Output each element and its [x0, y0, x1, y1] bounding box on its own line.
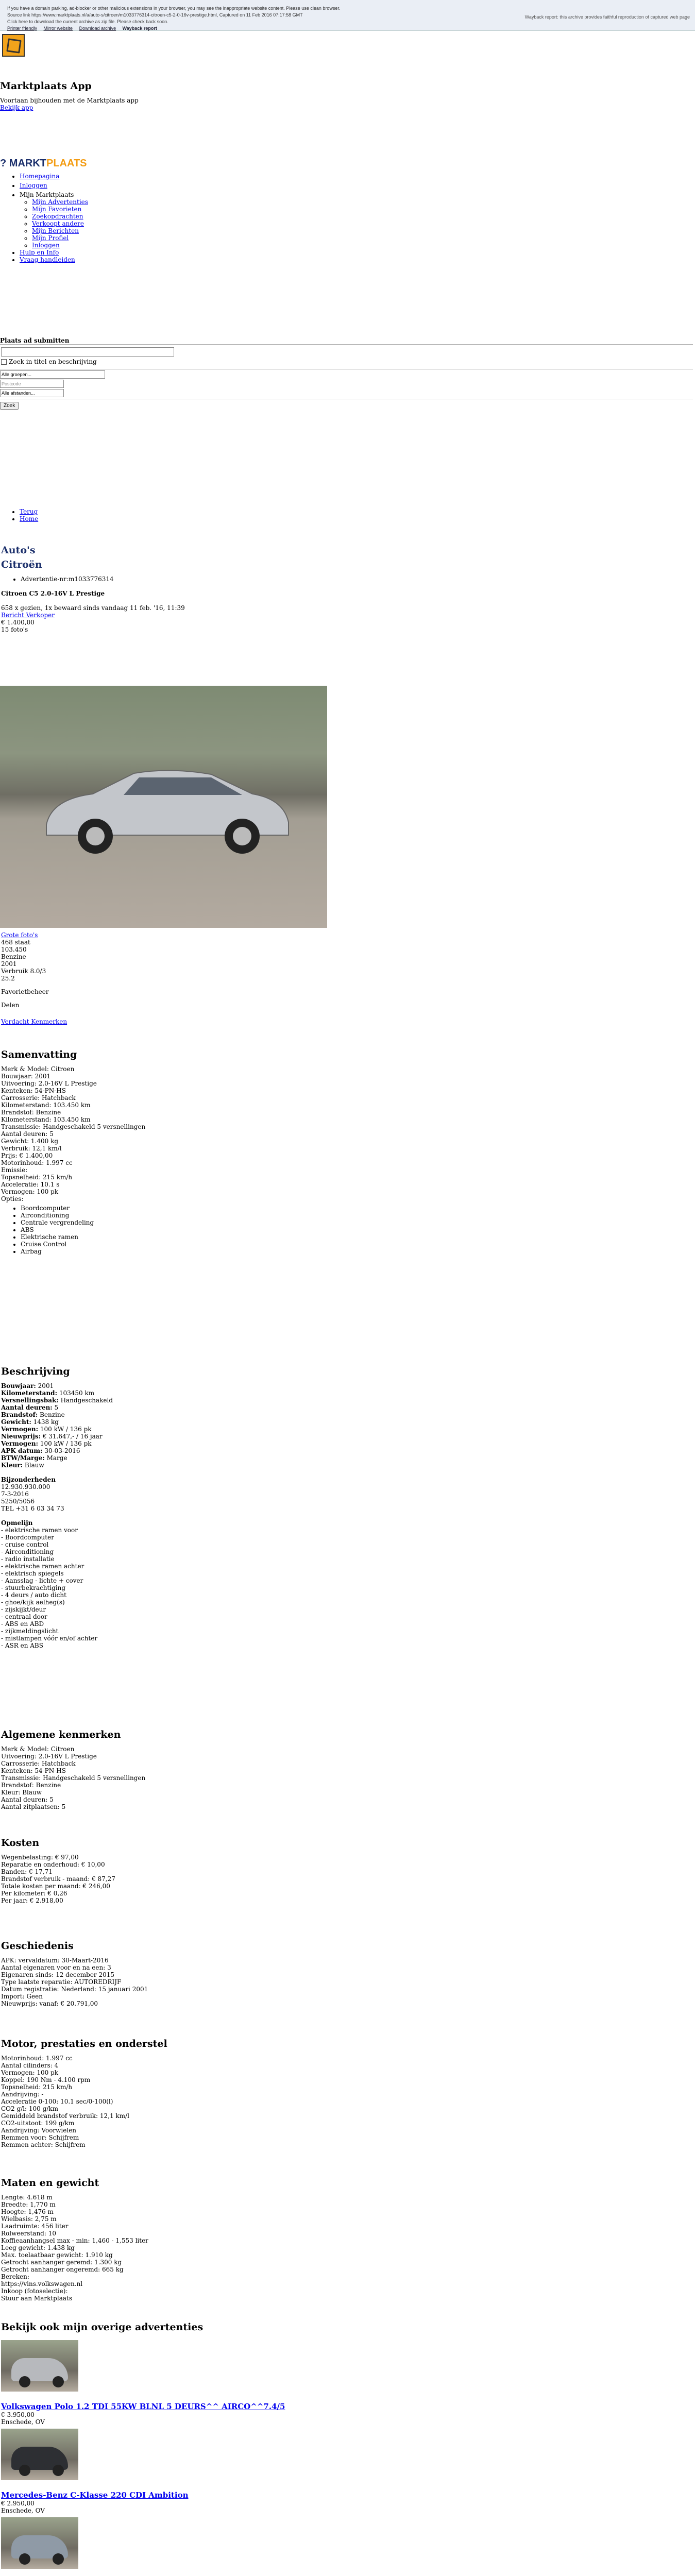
spec-line: Koffieaanhangsel max - min: 1,460 - 1,553 liter [1, 2237, 148, 2244]
engine-title: Motor, prestaties en onderstel [1, 2038, 167, 2049]
spec-line: Wielbasis: 2,75 m [1, 2215, 57, 2223]
spec-line: Bereken: [1, 2273, 29, 2280]
spec-year: 2001 [1, 960, 17, 968]
summary-line: Topsnelheid: 215 km/h [1, 1174, 73, 1181]
spec-consumption: Verbruik 8.0/3 [1, 968, 46, 975]
description-value: 1438 kg [31, 1418, 59, 1426]
spec-line: Hoogte: 1,476 m [1, 2208, 54, 2215]
spec-line: Remmen achter: Schijfrem [1, 2141, 86, 2148]
ad-title: Citroen C5 2.0-16V L Prestige [1, 590, 105, 597]
spec-line: Aandrijving: - [1, 2091, 44, 2098]
mirror-website-link[interactable]: Mirror website [43, 26, 73, 31]
spec-line: Wegenbelasting: € 97,00 [1, 1854, 79, 1861]
description-line [1, 1462, 113, 1469]
bij-line: 5250/5056 [1, 1498, 35, 1505]
archive-warning: If you have a domain parking, ad-blocker or other malicious extensions in your browser, you may see the inappropriate website content. Please use clean browser. [7, 6, 341, 11]
nav-mijn-profiel[interactable]: Mijn Profiel [32, 234, 69, 242]
summary-line: Transmissie: Handgeschakeld 5 versnellingen [1, 1123, 146, 1130]
costs-lines [1, 1854, 115, 1904]
nav-vraag-handleiden[interactable]: Vraag handleiden [20, 256, 75, 263]
postcode-input[interactable]: Postcode [0, 380, 64, 388]
spec-line: https://vins.volkswagen.nl [1, 2280, 83, 2287]
option-item: • Centrale vergrendeling [21, 1219, 145, 1226]
spec-line: Brandstof: Benzine [1, 1782, 61, 1789]
spec-line: Aantal deuren: 5 [1, 1796, 54, 1803]
description-option: - elektrisch spiegels [1, 1570, 64, 1577]
spec-line: Inkoop (fotoselectie): [1, 2287, 68, 2295]
favorite-manage[interactable]: Favorietbeheer [1, 988, 49, 995]
option-item: • Airbag [21, 1248, 145, 1255]
spec-line: Banden: € 17,71 [1, 1868, 53, 1875]
spec-line: Laadruimte: 456 liter [1, 2223, 69, 2230]
spec-line: Kleur: Blauw [1, 1789, 42, 1796]
archive-source: Source link https://www.marktplaats.nl/a/auto-s/citroen/m1033776314-citroen-c5-2-0-16v-prestige.html, Captured on 11 Feb 2016 07:17:58 GMT [7, 12, 303, 18]
nav-mijn-favorieten[interactable]: Mijn Favorieten [32, 206, 82, 213]
nav-mijn-advertenties[interactable]: Mijn Advertenties [32, 198, 88, 206]
description-option: - centraal door [1, 1613, 47, 1620]
spec-line: Aandrijving: Voorwielen [1, 2127, 77, 2134]
spec-line: Type laatste reparatie: AUTOREDRIJF [1, 1978, 122, 1986]
spec-line: Max. toelaatbaar gewicht: 1.910 kg [1, 2251, 113, 2259]
summary-line: Emissie: [1, 1166, 28, 1174]
spec-line: Motorinhoud: 1.997 cc [1, 2055, 73, 2062]
description-line [1, 1411, 113, 1418]
category-select[interactable]: Alle groepen... [0, 370, 105, 379]
car-illustration [36, 763, 294, 856]
description-option: - elektrische ramen achter [1, 1563, 84, 1570]
nav-login[interactable]: Inloggen [20, 182, 47, 189]
description-key: APK datum: [1, 1447, 43, 1454]
description-key: Vermogen: [1, 1440, 39, 1447]
option-item: • Boordcomputer [21, 1205, 145, 1212]
category-citroen[interactable]: Citroën [1, 559, 42, 570]
description-option: - zijskijkt/deur [1, 1606, 46, 1613]
wayback-report-link[interactable]: Wayback report [122, 26, 157, 31]
spec-line: Merk & Model: Citroen [1, 1745, 75, 1753]
summary-line: Kilometerstand: 103.450 km [1, 1101, 91, 1109]
printer-friendly-link[interactable]: Printer friendly [7, 26, 38, 31]
spec-line: Getrocht aanhanger ongeremd: 665 kg [1, 2266, 124, 2273]
description-key: Kilometerstand: [1, 1389, 58, 1397]
summary-line: Opties: [1, 1195, 24, 1202]
description-line [1, 1440, 113, 1447]
search-input[interactable] [1, 347, 174, 357]
option-item: • Airconditioning [21, 1212, 145, 1219]
spec-line: Datum registratie: Nederland: 15 januari 2001 [1, 1986, 148, 1993]
description-line [1, 1454, 113, 1462]
other-ad-place: Enschede, OV [1, 2507, 45, 2514]
summary-line: Verbruik: 12,1 km/l [1, 1145, 62, 1152]
description-option: - ASR en ABS [1, 1642, 43, 1649]
distance-select[interactable]: Alle afstanden... [0, 389, 64, 397]
spec-line: Topsnelheid: 215 km/h [1, 2083, 73, 2091]
spec-line: APK: vervaldatum: 30-Maart-2016 [1, 1957, 109, 1964]
spec-line: Totale kosten per maand: € 246,00 [1, 1883, 110, 1890]
other-ad-photo[interactable] [1, 2429, 78, 2480]
spec-line: Per kilometer: € 0,26 [1, 1890, 67, 1897]
spec-line: CO2-uitstoot: 199 g/km [1, 2120, 75, 2127]
search-button[interactable]: Zoek [0, 402, 19, 410]
download-archive-link[interactable]: Download archive [79, 26, 116, 31]
breadcrumb-home[interactable]: Home [20, 515, 39, 522]
nav-home[interactable]: Homepagina [20, 173, 60, 180]
description-option: - 4 deurs / auto dicht [1, 1591, 66, 1599]
description-value: 30-03-2016 [42, 1447, 80, 1454]
description-option: - ABS en ABD [1, 1620, 44, 1628]
description-option: - Aansslag - lichte + cover [1, 1577, 83, 1584]
description-option: - cruise control [1, 1541, 49, 1548]
general-section [1, 1729, 145, 1810]
nav-zoekopdrachten[interactable]: Zoekopdrachten [32, 213, 83, 220]
history-title: Geschiedenis [1, 1940, 74, 1952]
ad-reference: • Advertentie-nr:m1033776314 [21, 575, 185, 583]
nav-mijn-berichten[interactable]: Mijn Berichten [32, 227, 79, 234]
spec-line: Vermogen: 100 pk [1, 2069, 59, 2076]
other-ad-photo[interactable] [1, 2517, 78, 2569]
costs-section [1, 1837, 115, 1904]
breadcrumb-back[interactable]: Terug [20, 508, 38, 515]
main-car-photo[interactable] [0, 686, 327, 928]
spec-line: Per jaar: € 2.918,00 [1, 1897, 63, 1904]
contact-seller-link[interactable]: Bericht Verkoper [1, 612, 55, 619]
description-options [1, 1527, 113, 1649]
spec-line: Kenteken: 54-PN-HS [1, 1767, 66, 1774]
other-ad-price: € 2.950,00 [1, 2500, 35, 2507]
spec-line: Aantal eigenaren voor en na een: 3 [1, 1964, 111, 1971]
spec-line: Aantal zitplaatsen: 5 [1, 1803, 66, 1810]
other-ad-photo[interactable] [1, 2340, 78, 2392]
description-option: - stuurbekrachtiging [1, 1584, 66, 1591]
summary-line: Kilometerstand: 103.450 km [1, 1116, 91, 1123]
bijzonderheden-title: Bijzonderheden [1, 1476, 56, 1483]
large-photos-link[interactable]: Grote foto's [1, 931, 38, 939]
wayback-report-text: Wayback report: this archive provides faithful reproduction of captured web page [524, 14, 690, 20]
app-logo-icon [2, 34, 25, 57]
summary-line: Kenteken: 54-PN-HS [1, 1087, 66, 1094]
search-label: Plaats ad submitten [0, 337, 70, 344]
dimensions-title: Maten en gewicht [1, 2177, 99, 2189]
other-ad-title[interactable]: Volkswagen Polo 1.2 TDI 55KW BLNL 5 DEURS^^ AIRCO^^7.4/5 [1, 2402, 285, 2411]
description-line [1, 1404, 113, 1411]
bij-line: 12.930.930.000 [1, 1483, 50, 1490]
engine-section [1, 2038, 167, 2148]
description-line [1, 1397, 113, 1404]
spec-km: 103.450 [1, 946, 27, 953]
description-key: Brandstof: [1, 1411, 38, 1418]
spec-line: Acceleratie 0-100: 10.1 sec/0-100(l) [1, 2098, 113, 2105]
description-value: 5 [52, 1404, 59, 1411]
other-ad-price: € 3.950,00 [1, 2411, 35, 2418]
other-ads-section [1, 2321, 285, 2576]
spec-line: CO2 g/l: 100 g/km [1, 2105, 58, 2112]
description-value: Handgeschakeld [58, 1397, 113, 1404]
summary-line: Gewicht: 1.400 kg [1, 1138, 59, 1145]
description-value: 2001 [36, 1382, 54, 1389]
photo-count: 15 foto's [1, 626, 28, 633]
send-to-marktplaats[interactable]: Stuur aan Marktplaats [1, 2295, 72, 2302]
summary-line: Bouwjaar: 2001 [1, 1073, 51, 1080]
summary-line: Vermogen: 100 pk [1, 1188, 59, 1195]
description-key: Vermogen: [1, 1426, 39, 1433]
option-item: • Elektrische ramen [21, 1233, 145, 1241]
description-line [1, 1418, 113, 1426]
summary-line: Motorinhoud: 1.997 cc [1, 1159, 73, 1166]
search-form [0, 337, 693, 410]
description-option: - radio installatie [1, 1555, 55, 1563]
spec-line: Uitvoering: 2.0-16V L Prestige [1, 1753, 97, 1760]
other-ad-place: Enschede, OV [1, 2418, 45, 2426]
summary-section [1, 1049, 145, 1257]
search-title-checkbox-label: Zoek in titel en beschrijving [9, 358, 97, 365]
page-content [0, 34, 695, 2514]
description-value: Benzine [38, 1411, 65, 1418]
description-key: Bouwjaar: [1, 1382, 36, 1389]
description-line [1, 1382, 113, 1389]
description-value: Marge [44, 1454, 67, 1462]
app-title: Marktplaats App [0, 80, 92, 92]
nav-verkoopt-andere[interactable]: Verkoopt andere [32, 220, 84, 227]
description-value: 103450 km [57, 1389, 95, 1397]
spec-line: Brandstof verbruik - maand: € 87,27 [1, 1875, 115, 1883]
description-value: Blauw [23, 1462, 44, 1469]
costs-title: Kosten [1, 1837, 40, 1849]
description-option: - Boordcomputer [1, 1534, 54, 1541]
description-value: 100 kW / 136 pk [38, 1440, 92, 1447]
description-lines [1, 1382, 113, 1469]
description-key: Versnellingsbak: [1, 1397, 59, 1404]
description-value: 100 kW / 136 pk [38, 1426, 92, 1433]
bij-line: TEL +31 6 03 34 73 [1, 1505, 64, 1512]
spec-line: Leeg gewicht: 1.438 kg [1, 2244, 75, 2251]
spec-line: Remmen voor: Schijfrem [1, 2134, 79, 2141]
spec-line: Carrosserie: Hatchback [1, 1760, 76, 1767]
nav-hulp-info[interactable]: Hulp en Info [20, 249, 59, 256]
nav-mijn-marktplaats[interactable]: Mijn Marktplaats [20, 191, 74, 198]
description-line [1, 1426, 113, 1433]
summary-line: Merk & Model: Citroen [1, 1065, 75, 1073]
description-option: - zijkmeldingslicht [1, 1628, 59, 1635]
spec-line: Getrocht aanhanger geremd: 1.300 kg [1, 2259, 122, 2266]
spec-line: Aantal cilinders: 4 [1, 2062, 59, 2069]
search-title-checkbox[interactable] [1, 359, 7, 365]
description-key: Nieuwprijs: [1, 1433, 41, 1440]
description-section [1, 1366, 113, 1649]
description-line [1, 1389, 113, 1397]
report-link[interactable]: Verdacht Kenmerken [1, 1018, 67, 1025]
app-subtitle: Voortaan bijhouden met de Marktplaats app [0, 97, 139, 104]
other-ads-title: Bekijk ook mijn overige advertenties [1, 2321, 204, 2333]
spec-line: Transmissie: Handgeschakeld 5 versnellingen [1, 1774, 146, 1782]
description-value: € 31.647,- / 16 jaar [41, 1433, 103, 1440]
summary-line: Uitvoering: 2.0-16V L Prestige [1, 1080, 97, 1087]
description-key: Kleur: [1, 1462, 23, 1469]
marktplaats-logo[interactable]: ? MARKTPLAATS [0, 158, 87, 169]
summary-line: Carrosserie: Hatchback [1, 1094, 76, 1101]
general-title: Algemene kenmerken [1, 1729, 121, 1740]
spec-line: Eigenaren sinds: 12 december 2015 [1, 1971, 115, 1978]
history-section [1, 1940, 148, 2007]
history-lines [1, 1957, 148, 2007]
bij-line: 7-3-2016 [1, 1490, 29, 1498]
spec-line: Lengte: 4.618 m [1, 2194, 53, 2201]
option-item: • Cruise Control [21, 1241, 145, 1248]
spec-line: Rolweerstand: 10 [1, 2230, 56, 2237]
nav-inloggen-sub[interactable]: Inloggen [32, 242, 60, 249]
archive-download: Click here to download the current archive as zip file. Please check back soon. [7, 19, 168, 24]
option-item: • ABS [21, 1226, 145, 1233]
summary-title: Samenvatting [1, 1049, 77, 1060]
spec-fuel: Benzine [1, 953, 26, 960]
description-option: - ghoe/kijk aelheg(s) [1, 1599, 65, 1606]
spec-line: Nieuwprijs: vanaf: € 20.791,00 [1, 2000, 98, 2007]
description-option: - elektrische ramen voor [1, 1527, 78, 1534]
spec-line: Breedte: 1,770 m [1, 2201, 56, 2208]
description-key: BTW/Marge: [1, 1454, 45, 1462]
spec-line: Gemiddeld brandstof verbruik: 12,1 km/l [1, 2112, 129, 2120]
opties-title: Opmelijn [1, 1519, 33, 1527]
description-option: - Airconditioning [1, 1548, 54, 1555]
breadcrumb [0, 508, 38, 522]
app-link[interactable]: Bekijk app [0, 104, 33, 111]
dimensions-lines [1, 2194, 148, 2295]
summary-line: Prijs: € 1.400,00 [1, 1152, 53, 1159]
other-ad-title[interactable]: Mercedes-Benz C-Klasse 220 CDI Ambition [1, 2490, 189, 2500]
summary-line: Acceleratie: 10.1 s [1, 1181, 60, 1188]
spec-state: 468 staat [1, 939, 30, 946]
spec-line: Koppel: 190 Nm - 4.100 rpm [1, 2076, 91, 2083]
summary-line: Aantal deuren: 5 [1, 1130, 54, 1138]
general-lines [1, 1745, 145, 1810]
ad-views: 658 x gezien, 1x bewaard sinds vandaag 11 feb. '16, 11:39 [1, 604, 185, 612]
category-autos[interactable]: Auto's [1, 545, 36, 556]
engine-lines [1, 2055, 167, 2148]
description-key: Gewicht: [1, 1418, 31, 1426]
description-title: Beschrijving [1, 1366, 70, 1377]
spec-line: Reparatie en onderhoud: € 10,00 [1, 1861, 105, 1868]
description-option: - mistlampen vóór en/of achter [1, 1635, 98, 1642]
description-line [1, 1447, 113, 1454]
spec-line: Import: Geen [1, 1993, 43, 2000]
description-key: Aantal deuren: [1, 1404, 53, 1411]
summary-line: Brandstof: Benzine [1, 1109, 61, 1116]
description-line [1, 1433, 113, 1440]
dimensions-section [1, 2177, 148, 2302]
ad-price: € 1.400,00 [1, 619, 35, 626]
photo-caption [1, 931, 67, 1025]
spec-value: 25.2 [1, 975, 15, 982]
share-button[interactable]: Delen [1, 1002, 20, 1009]
